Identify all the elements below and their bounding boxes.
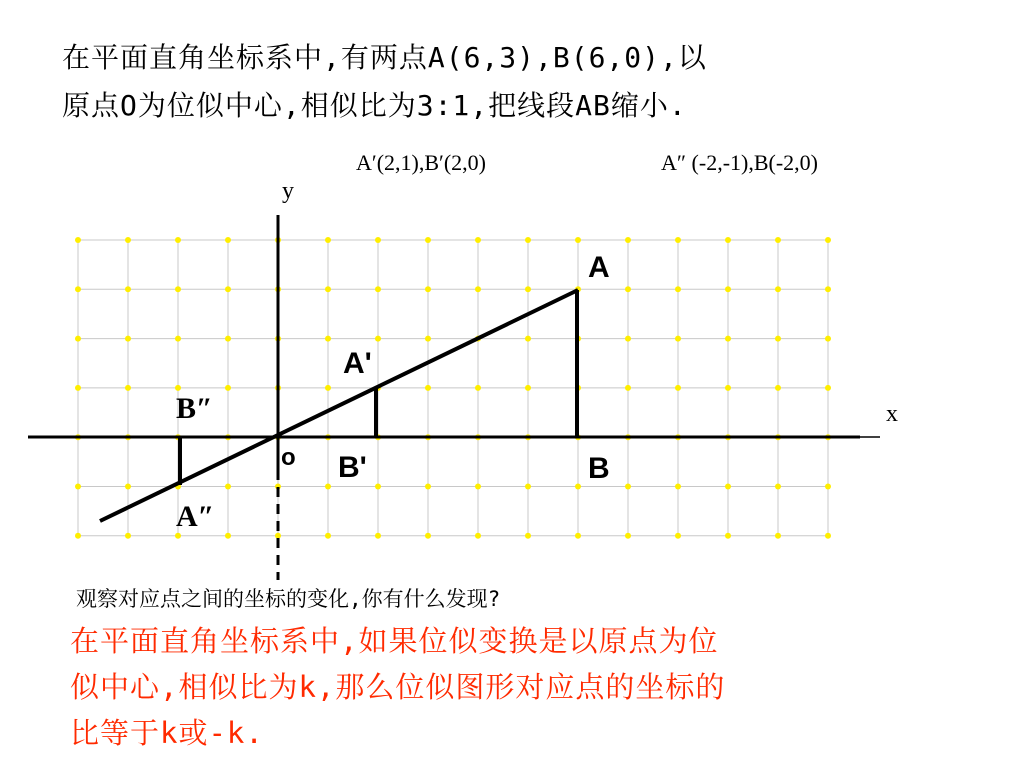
grid-dot: [525, 484, 531, 490]
grid-dot: [375, 484, 381, 490]
grid-dot: [325, 385, 331, 391]
grid-dot: [675, 336, 681, 342]
conclusion-line-3: 比等于k或-k.: [70, 716, 264, 750]
grid-dot: [775, 286, 781, 292]
grid-dot: [75, 237, 81, 243]
grid-dot: [75, 336, 81, 342]
grid-dot: [575, 484, 581, 490]
grid-dot: [625, 336, 631, 342]
grid-dot: [425, 484, 431, 490]
origin-label: o: [281, 444, 296, 471]
point-A-label: A: [588, 251, 610, 284]
point-B1-label: B': [338, 451, 367, 484]
grid-dot: [625, 286, 631, 292]
grid-dot: [525, 336, 531, 342]
axis-y-label: y: [282, 178, 294, 204]
grid-dot: [175, 286, 181, 292]
grid-dot: [425, 336, 431, 342]
problem-line-2: 原点O为位似中心,相似比为3:1,把线段AB缩小.: [62, 89, 687, 122]
grid-dot: [625, 484, 631, 490]
point-A1-label: A': [343, 347, 372, 380]
grid-dot: [175, 237, 181, 243]
grid-dot: [775, 336, 781, 342]
grid-dot: [775, 533, 781, 539]
grid-dot: [375, 286, 381, 292]
grid-dot: [475, 484, 481, 490]
grid-dot: [125, 336, 131, 342]
grid-dot: [125, 385, 131, 391]
grid-dot: [825, 484, 831, 490]
grid-dot: [675, 237, 681, 243]
axis-x-label: x: [886, 401, 898, 427]
grid-dot: [475, 533, 481, 539]
grid-dot: [175, 336, 181, 342]
conclusion-line-2: 似中心,相似比为k,那么位似图形对应点的坐标的: [70, 670, 726, 704]
grid-dot: [425, 533, 431, 539]
grid-dot: [175, 385, 181, 391]
grid-dot: [375, 237, 381, 243]
grid-dot: [475, 286, 481, 292]
grid-dot: [725, 237, 731, 243]
grid-dot: [575, 237, 581, 243]
grid-dot: [175, 533, 181, 539]
grid: [78, 240, 828, 536]
grid-dot: [275, 533, 281, 539]
grid-dot: [775, 484, 781, 490]
grid-dot: [525, 533, 531, 539]
grid-dot: [225, 385, 231, 391]
grid-dot: [75, 286, 81, 292]
grid-dot: [525, 385, 531, 391]
grid-dot: [775, 385, 781, 391]
grid-dot: [675, 484, 681, 490]
grid-dot: [325, 336, 331, 342]
problem-line-1: 在平面直角坐标系中,有两点A(6,3),B(6,0),以: [62, 41, 707, 74]
grid-dot: [225, 484, 231, 490]
grid-dot: [725, 336, 731, 342]
grid-dot: [625, 237, 631, 243]
grid-dot: [125, 484, 131, 490]
grid-dot: [425, 286, 431, 292]
grid-dot: [525, 286, 531, 292]
grid-dot: [75, 385, 81, 391]
grid-dot: [675, 533, 681, 539]
grid-dot: [125, 286, 131, 292]
grid-dot: [825, 336, 831, 342]
grid-dot: [625, 385, 631, 391]
grid-dot: [325, 237, 331, 243]
conclusion-line-1: 在平面直角坐标系中,如果位似变换是以原点为位: [70, 624, 719, 658]
grid-dot: [475, 385, 481, 391]
grid-dot: [525, 237, 531, 243]
grid-dot: [225, 533, 231, 539]
grid-dot: [325, 484, 331, 490]
image-coords-positive: A′(2,1),B′(2,0): [356, 150, 486, 175]
grid-dot: [725, 286, 731, 292]
grid-dot: [425, 385, 431, 391]
point-A2-label: A″: [176, 500, 215, 533]
grid-dot: [825, 286, 831, 292]
grid-dot: [675, 286, 681, 292]
grid-dot: [375, 533, 381, 539]
grid-dot: [325, 533, 331, 539]
grid-dot: [725, 484, 731, 490]
grid-dot: [75, 533, 81, 539]
grid-dot: [425, 237, 431, 243]
grid-dot: [575, 533, 581, 539]
image-coords-negative: A″ (-2,-1),B(-2,0): [661, 150, 819, 175]
grid-dot: [725, 533, 731, 539]
conclusion-text: [70, 618, 970, 756]
point-B2-label: B″: [176, 392, 213, 425]
point-B-label: B: [588, 452, 610, 485]
grid-dot: [475, 237, 481, 243]
question-text: 观察对应点之间的坐标的变化,你有什么发现?: [76, 587, 501, 611]
grid-dot: [775, 237, 781, 243]
grid-dot: [825, 533, 831, 539]
grid-dot: [75, 484, 81, 490]
grid-dot: [375, 336, 381, 342]
grid-dot: [825, 237, 831, 243]
grid-dot: [825, 385, 831, 391]
grid-dot: [225, 237, 231, 243]
grid-dot: [625, 533, 631, 539]
grid-dot: [725, 385, 731, 391]
grid-dot: [125, 533, 131, 539]
grid-dot: [125, 237, 131, 243]
grid-dot: [675, 385, 681, 391]
grid-dot: [325, 286, 331, 292]
grid-dot: [225, 286, 231, 292]
grid-dot: [225, 336, 231, 342]
